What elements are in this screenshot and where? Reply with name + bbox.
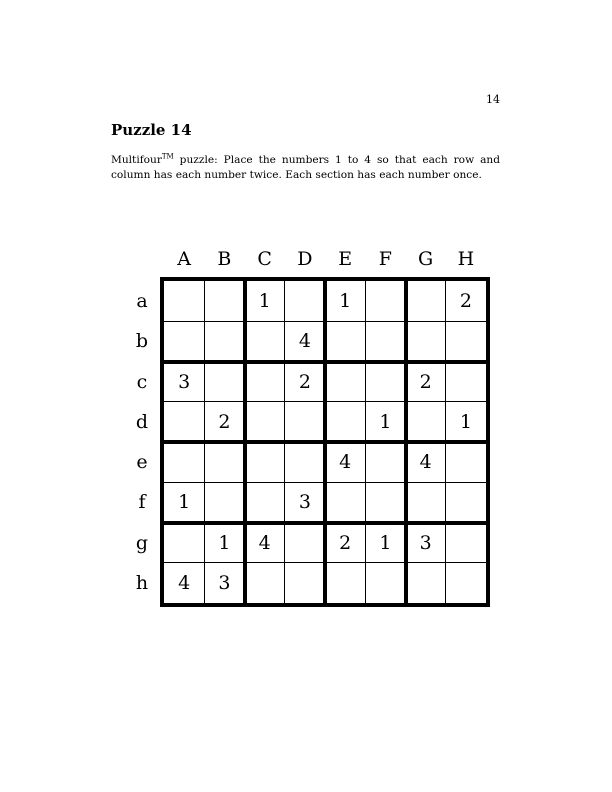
cell-bH[interactable] bbox=[446, 321, 486, 361]
cell-fG[interactable] bbox=[406, 482, 446, 522]
column-label-H: H bbox=[457, 248, 475, 270]
cell-hH[interactable] bbox=[446, 563, 486, 603]
cell-hF[interactable] bbox=[365, 563, 405, 603]
cell-eH[interactable] bbox=[446, 442, 486, 482]
column-label-F: F bbox=[378, 248, 392, 270]
cell-gB[interactable]: 1 bbox=[218, 531, 231, 554]
cell-aB[interactable] bbox=[204, 281, 244, 321]
cell-hC[interactable] bbox=[245, 563, 285, 603]
cell-fB[interactable] bbox=[204, 482, 244, 522]
cell-cG[interactable]: 2 bbox=[419, 370, 432, 393]
puzzle-grid bbox=[160, 277, 490, 607]
cell-eE[interactable]: 4 bbox=[339, 451, 352, 473]
cell-aG[interactable] bbox=[406, 281, 446, 321]
cell-bC[interactable] bbox=[245, 321, 285, 361]
cell-eA[interactable] bbox=[164, 442, 204, 482]
cell-bB[interactable] bbox=[204, 321, 244, 361]
column-label-E: E bbox=[338, 248, 353, 270]
row-label-a: a bbox=[136, 290, 148, 313]
cell-hA[interactable]: 4 bbox=[178, 571, 191, 594]
cell-fC[interactable] bbox=[245, 482, 285, 522]
cell-gD[interactable] bbox=[285, 523, 325, 563]
cell-aF[interactable] bbox=[365, 281, 405, 321]
row-label-g: g bbox=[135, 531, 149, 554]
cell-aA[interactable] bbox=[164, 281, 204, 321]
row-label-c: c bbox=[136, 370, 148, 393]
instructions-prefix: Multifour bbox=[111, 154, 162, 166]
column-label-B: B bbox=[217, 248, 232, 270]
cell-hE[interactable] bbox=[325, 563, 365, 603]
cell-cD[interactable]: 2 bbox=[298, 370, 311, 393]
row-label-f: f bbox=[138, 491, 146, 514]
cell-hG[interactable] bbox=[406, 563, 446, 603]
row-label-d: d bbox=[135, 410, 149, 433]
cell-eC[interactable] bbox=[245, 442, 285, 482]
cell-eB[interactable] bbox=[204, 442, 244, 482]
cell-bA[interactable] bbox=[164, 321, 204, 361]
cell-dA[interactable] bbox=[164, 402, 204, 442]
page-number: 14 bbox=[486, 93, 500, 106]
cell-eD[interactable] bbox=[285, 442, 325, 482]
row-label-h: h bbox=[135, 571, 149, 594]
cell-hD[interactable] bbox=[285, 563, 325, 603]
column-label-A: A bbox=[177, 248, 191, 270]
instructions-text: puzzle: Place the numbers 1 to 4 so that each row and column has each number twice. Each section has each number once. bbox=[111, 154, 500, 181]
cell-bE[interactable] bbox=[325, 321, 365, 361]
cell-gG[interactable]: 3 bbox=[419, 531, 432, 554]
cell-cE[interactable] bbox=[325, 362, 365, 402]
cell-aE[interactable]: 1 bbox=[339, 290, 352, 312]
cell-cF[interactable] bbox=[365, 362, 405, 402]
cell-dB[interactable]: 2 bbox=[218, 410, 231, 433]
cell-dH[interactable]: 1 bbox=[459, 410, 472, 433]
cell-bD[interactable]: 4 bbox=[298, 330, 311, 353]
cell-dC[interactable] bbox=[245, 402, 285, 442]
cell-fE[interactable] bbox=[325, 482, 365, 522]
cell-gF[interactable]: 1 bbox=[379, 531, 392, 554]
cell-aH[interactable]: 2 bbox=[459, 290, 472, 312]
cell-cH[interactable] bbox=[446, 362, 486, 402]
cell-fA[interactable]: 1 bbox=[178, 491, 191, 514]
cell-fF[interactable] bbox=[365, 482, 405, 522]
cell-aC[interactable]: 1 bbox=[258, 290, 271, 312]
cell-aD[interactable] bbox=[285, 281, 325, 321]
cell-dE[interactable] bbox=[325, 402, 365, 442]
cell-dF[interactable]: 1 bbox=[379, 410, 392, 433]
cell-cA[interactable]: 3 bbox=[178, 370, 191, 393]
cell-gA[interactable] bbox=[164, 523, 204, 563]
cell-fH[interactable] bbox=[446, 482, 486, 522]
cell-dD[interactable] bbox=[285, 402, 325, 442]
cell-gE[interactable]: 2 bbox=[339, 531, 352, 554]
cell-dG[interactable] bbox=[406, 402, 446, 442]
column-label-C: C bbox=[257, 248, 272, 270]
column-label-G: G bbox=[418, 248, 434, 270]
row-label-e: e bbox=[136, 451, 148, 474]
cell-eG[interactable]: 4 bbox=[419, 451, 432, 473]
cell-cB[interactable] bbox=[204, 362, 244, 402]
cell-gH[interactable] bbox=[446, 523, 486, 563]
cell-cC[interactable] bbox=[245, 362, 285, 402]
cell-eF[interactable] bbox=[365, 442, 405, 482]
cell-gC[interactable]: 4 bbox=[258, 531, 271, 554]
cell-fD[interactable]: 3 bbox=[298, 491, 311, 514]
cell-hB[interactable]: 3 bbox=[218, 571, 231, 594]
trademark-mark: TM bbox=[161, 152, 174, 161]
cell-bG[interactable] bbox=[406, 321, 446, 361]
cell-bF[interactable] bbox=[365, 321, 405, 361]
column-label-D: D bbox=[297, 248, 313, 270]
row-label-b: b bbox=[135, 330, 149, 353]
puzzle-title: Puzzle 14 bbox=[111, 121, 192, 139]
